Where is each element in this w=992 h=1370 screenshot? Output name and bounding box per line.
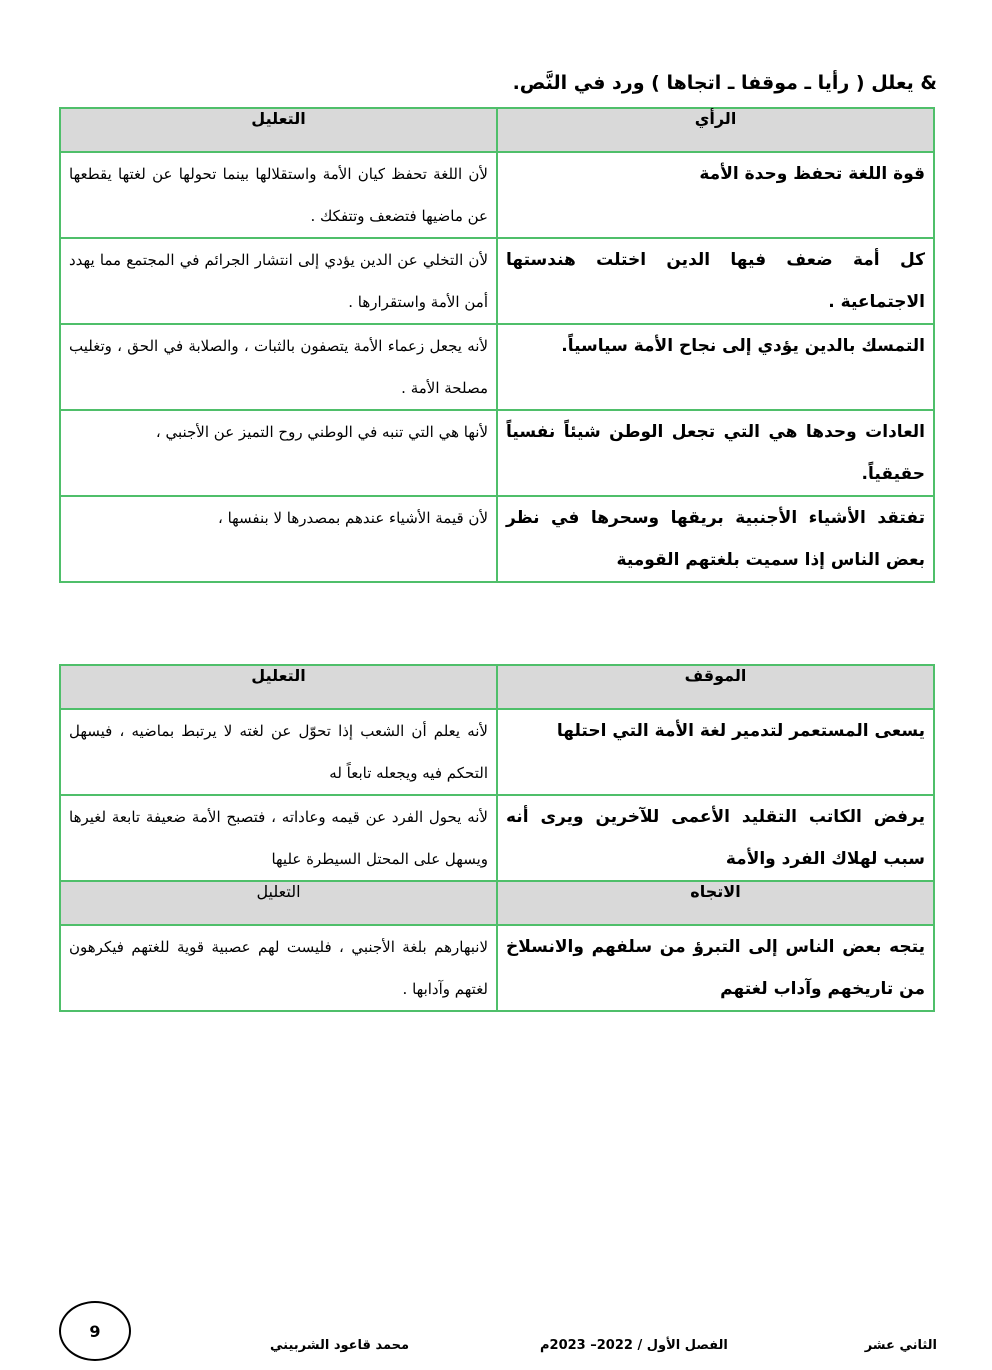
footer-grade: الثاني عشر [864,1338,937,1353]
table-row [60,152,934,238]
header-reason: التعليل [60,665,497,709]
opinion-cell: العادات وحدها هي التي تجعل الوطن شيئاً نفسياً حقيقياً. [497,410,934,496]
footer-term: الفصل الأول / 2022– 2023م [540,1338,728,1353]
opinion-cell: التمسك بالدين يؤدي إلى نجاح الأمة سياسياً. [497,324,934,410]
table-row [60,795,934,881]
reason-cell: لأن اللغة تحفظ كيان الأمة واستقلالها بينما تحولها عن لغتها يقطعها عن ماضيها فتضعف وتتفكك . [60,152,497,238]
reason-cell: لأنه يعلم أن الشعب إذا تحوّل عن لغته لا يرتبط بماضيه ، فيسهل التحكم فيه ويجعله تابعاً له [60,709,497,795]
reason-cell: لأنه يحول الفرد عن قيمه وعاداته ، فتصبح الأمة ضعيفة تابعة لغيرها ويسهل على المحتل السيطرة عليها [60,795,497,881]
header-reason: التعليل [60,108,497,152]
header-direction: الاتجاه [497,881,934,925]
table-row [60,238,934,324]
footer-author: محمد قاعود الشربيني [270,1338,410,1353]
opinion-table [59,107,935,583]
table-row [60,925,934,1011]
opinion-cell: تفتقد الأشياء الأجنبية بريقها وسحرها في نظر بعض الناس إذا سميت بلغتهم القومية [497,496,934,582]
header-opinion: الرأي [497,108,934,152]
section-heading: & يعلل ( رأيا ـ موقفا ـ اتجاها ) ورد في النَّص. [512,72,937,94]
reason-cell: لأن التخلي عن الدين يؤدي إلى انتشار الجرائم في المجتمع مما يهدد أمن الأمة واستقرارها . [60,238,497,324]
header-reason: التعليل [60,881,497,925]
stance-table [59,664,935,1012]
stance-cell: يرفض الكاتب التقليد الأعمى للآخرين ويرى أنه سبب لهلاك الفرد والأمة [497,795,934,881]
direction-cell: يتجه بعض الناس إلى التبرؤ من سلفهم والانسلاخ من تاريخهم وآداب لغتهم [497,925,934,1011]
header-stance: الموقف [497,665,934,709]
table-row [60,410,934,496]
stance-cell: يسعى المستعمر لتدمير لغة الأمة التي احتلها [497,709,934,795]
table-row [60,324,934,410]
table-row [60,496,934,582]
table-row [60,709,934,795]
reason-cell: لأنها هي التي تنبه في الوطني روح التميز عن الأجنبي ، [60,410,497,496]
reason-cell: لأنه يجعل زعماء الأمة يتصفون بالثبات ، والصلابة في الحق ، وتغليب مصلحة الأمة . [60,324,497,410]
opinion-cell: قوة اللغة تحفظ وحدة الأمة [497,152,934,238]
opinion-cell: كل أمة ضعف فيها الدين اختلت هندستها الاجتماعية . [497,238,934,324]
table-header-row [60,665,934,709]
reason-cell: لأن قيمة الأشياء عندهم بمصدرها لا بنفسها ، [60,496,497,582]
table-header-row [60,881,934,925]
reason-cell: لانبهارهم بلغة الأجنبي ، فليست لهم عصبية قوية للغتهم فيكرهون لغتهم وآدابها . [60,925,497,1011]
page-number: 9 [59,1301,131,1361]
table-header-row [60,108,934,152]
